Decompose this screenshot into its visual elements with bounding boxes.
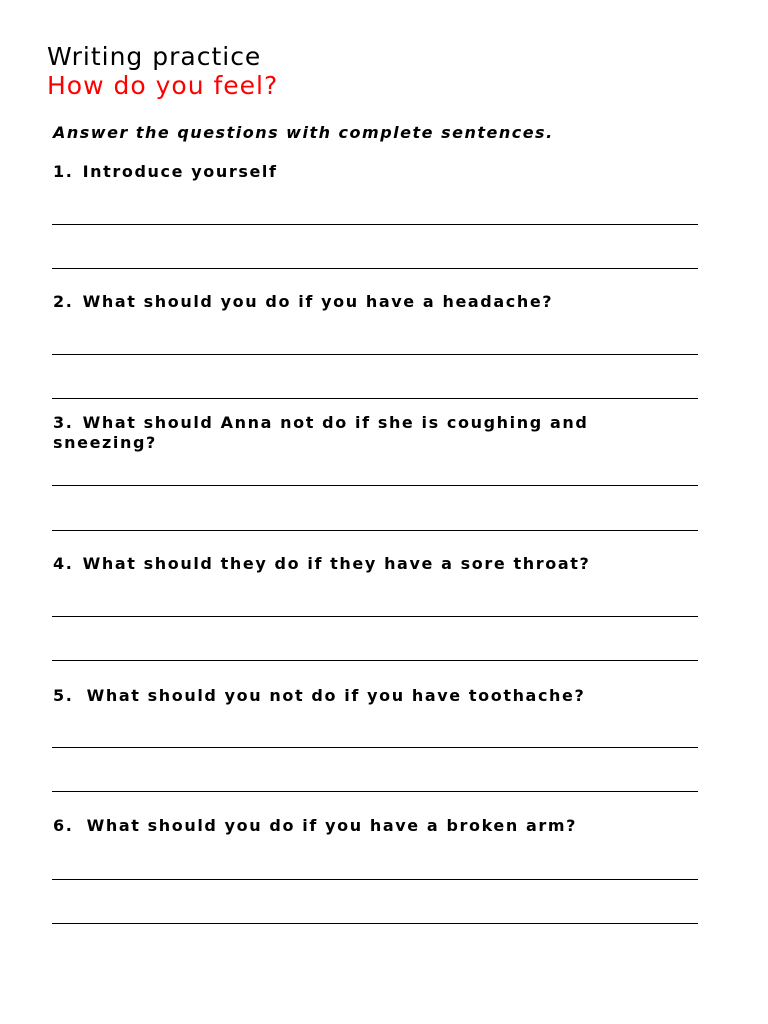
answer-line[interactable] [52,398,698,399]
question-text: What should you not do if you have toothache? [86,686,586,705]
question-number: 1. [53,162,74,181]
answer-line[interactable] [52,616,698,617]
answer-line[interactable] [52,879,698,880]
page-title: Writing practice [47,42,262,71]
answer-line[interactable] [52,354,698,355]
answer-line[interactable] [52,791,698,792]
question-number: 2. [53,292,74,311]
question-text: What should you do if you have a broken arm? [86,816,578,835]
answer-line[interactable] [52,530,698,531]
question-4 [53,554,693,574]
answer-line[interactable] [52,224,698,225]
question-2 [53,292,693,312]
answer-line[interactable] [52,660,698,661]
answer-line[interactable] [52,485,698,486]
question-number: 4. [53,554,74,573]
instruction-text: Answer the questions with complete sentences. [53,123,554,142]
question-text: Introduce yourself [82,162,278,181]
page-subtitle: How do you feel? [47,71,279,100]
question-text: What should Anna not do if she is coughing and sneezing? [53,413,589,452]
question-1 [53,162,693,182]
question-number: 5. [53,686,74,705]
question-number: 3. [53,413,74,432]
question-number: 6. [53,816,74,835]
question-text: What should you do if you have a headache? [82,292,554,311]
answer-line[interactable] [52,747,698,748]
question-6 [53,816,693,836]
question-text: What should they do if they have a sore throat? [82,554,591,573]
question-5 [53,686,693,706]
question-3 [53,413,653,453]
answer-line[interactable] [52,268,698,269]
answer-line[interactable] [52,923,698,924]
